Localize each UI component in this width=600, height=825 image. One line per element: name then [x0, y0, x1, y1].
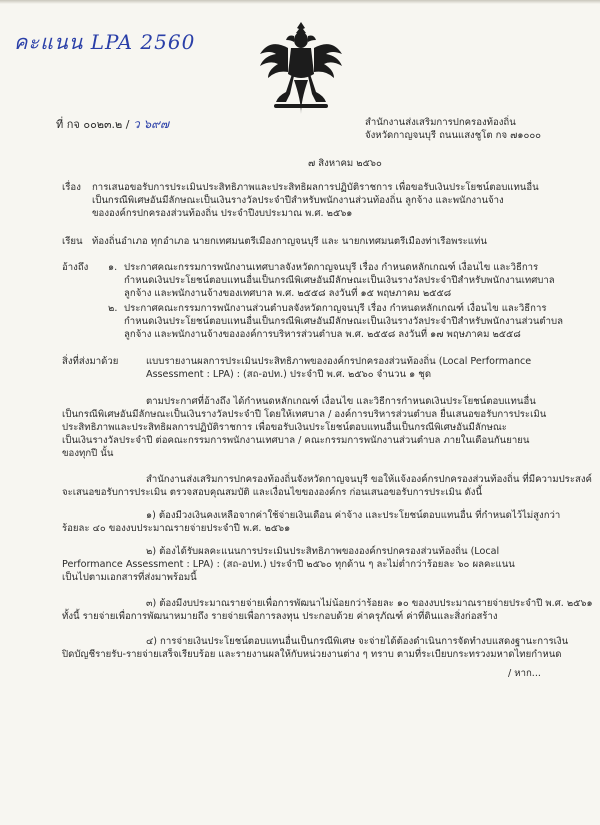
- ref-line: ลูกจ้าง และพนักงานจ้างของเทศบาล พ.ศ. ๒๕๕๘ ลงวันที่ ๑๕ พฤษภาคม ๒๕๕๘: [124, 288, 452, 299]
- condition-line: Performance Assessment : LPA) : (สถ-อปท.) ประจำปี ๒๕๖๐ ทุกด้าน ๆ ละไม่ต่ำกว่าร้อยละ ๖๐ ผลคะแนน: [62, 559, 515, 570]
- ref-line: ลูกจ้าง และพนักงานจ้างขององค์การบริหารส่วนตำบล พ.ศ. ๒๕๕๘ ลงวันที่ ๑๗ พฤษภาคม ๒๕๕๘: [124, 329, 521, 340]
- reference-number: [56, 118, 169, 132]
- condition-line: ทั้งนี้ รายจ่ายเพื่อการพัฒนาหมายถึง รายจ่ายเพื่อการลงทุน ประกอบด้วย ค่าครุภัณฑ์ ค่าที่ดินและสิ่งก่อสร้าง: [62, 611, 498, 622]
- to-label: เรียน: [62, 236, 83, 247]
- office-line-2: จังหวัดกาญจนบุรี ถนนแสงชูโต กจ ๗๑๐๐๐: [365, 130, 542, 141]
- subject-label: เรื่อง: [62, 182, 81, 193]
- attach-line: Assessment : LPA) : (สถ-อปท.) ประจำปี พ.ศ. ๒๕๖๐ จำนวน ๑ ชุด: [146, 369, 432, 380]
- reference-prefix: ที่ กจ ๐๐๒๓.๒ /: [56, 118, 130, 131]
- body-line: ตามประกาศที่อ้างถึง ได้กำหนดหลักเกณฑ์ เงื่อนไข และวิธีการกำหนดเงินประโยชน์ตอบแทนอื่น: [146, 396, 536, 407]
- refs-label: อ้างถึง: [62, 262, 89, 273]
- letter-date: ๗ สิงหาคม ๒๕๖๐: [308, 158, 382, 169]
- body-line: สำนักงานส่งเสริมการปกครองท้องถิ่นจังหวัดกาญจนบุรี ขอให้แจ้งองค์กรปกครองส่วนท้องถิ่น ที่มีความประสงค์: [146, 474, 592, 485]
- continuation-mark: / หาก...: [508, 668, 541, 679]
- condition-line: ๔) การจ่ายเงินประโยชน์ตอบแทนอื่นเป็นกรณีพิเศษ จะจ่ายได้ต้องดำเนินการจัดทำงบแสดงฐานะการเงิน: [146, 636, 569, 647]
- ref-line: กำหนดเงินประโยชน์ตอบแทนอื่นเป็นกรณีพิเศษอันมีลักษณะเป็นเงินรางวัลประจำปีสำหรับพนักงานส่วนตำบล: [124, 316, 564, 327]
- subject-line: การเสนอขอรับการประเมินประสิทธิภาพและประสิทธิผลการปฏิบัติราชการ เพื่อขอรับเงินประโยชน์ตอบแทนอื่น: [92, 182, 539, 193]
- office-line-1: สำนักงานส่งเสริมการปกครองท้องถิ่น: [365, 117, 516, 128]
- body-line: เป็นเงินรางวัลประจำปี ต่อคณะกรรมการพนักงานเทศบาล / คณะกรรมการพนักงานส่วนตำบล ภายในเดือนกันยายน: [62, 435, 530, 446]
- condition-line: ๒) ต้องได้รับผลคะแนนการประเมินประสิทธิภาพขององค์กรปกครองส่วนท้องถิ่น (Local: [146, 546, 500, 557]
- condition-line: ร้อยละ ๔๐ ของงบประมาณรายจ่ายประจำปี พ.ศ. ๒๕๖๑: [62, 523, 291, 534]
- attach-label: สิ่งที่ส่งมาด้วย: [62, 356, 119, 367]
- body-line: ของทุกปี นั้น: [62, 448, 114, 459]
- subject-line: เป็นกรณีพิเศษอันมีลักษณะเป็นเงินรางวัลประจำปีสำหรับพนักงานส่วนท้องถิ่น ลูกจ้าง และพนักงานจ้าง: [92, 195, 504, 206]
- body-line: จะเสนอขอรับการประเมิน ตรวจสอบคุณสมบัติ และเงื่อนไขขององค์กร ก่อนเสนอขอรับการประเมิน ดังนี้: [62, 487, 483, 498]
- condition-line: ๑) ต้องมีวงเงินคงเหลือจากค่าใช้จ่ายเงินเดือน ค่าจ้าง และประโยชน์ตอบแทนอื่น ที่กำหนดไว้ไม่สูงกว่า: [146, 510, 561, 521]
- condition-line: เป็นไปตามเอกสารที่ส่งมาพร้อมนี้: [62, 572, 197, 583]
- garuda-emblem-icon: [258, 18, 344, 118]
- ref-line: ประกาศคณะกรรมการพนักงานเทศบาลจังหวัดกาญจนบุรี เรื่อง กำหนดหลักเกณฑ์ เงื่อนไข และวิธีการ: [124, 262, 539, 273]
- subject-line: ขององค์กรปกครองส่วนท้องถิ่น ประจำปีงบประมาณ พ.ศ. ๒๕๖๑: [92, 208, 353, 219]
- scan-edge: [0, 0, 600, 4]
- condition-line: ปิดบัญชีรายรับ-รายจ่ายเสร็จเรียบร้อย และรายงานผลให้กับหน่วยงานต่าง ๆ ทราบ ตามที่ระเบียบกระทรวงมหาดไทยกำหนด: [62, 649, 562, 660]
- ref-line: ประกาศคณะกรรมการพนักงานส่วนตำบลจังหวัดกาญจนบุรี เรื่อง กำหนดหลักเกณฑ์ เงื่อนไข และวิธีการ: [124, 303, 547, 314]
- ref-number: ๑.: [108, 262, 118, 273]
- attach-line: แบบรายงานผลการประเมินประสิทธิภาพขององค์กรปกครองส่วนท้องถิ่น (Local Performance: [146, 356, 532, 367]
- ref-number: ๒.: [108, 303, 118, 314]
- to-text: ท้องถิ่นอำเภอ ทุกอำเภอ นายกเทศมนตรีเมืองกาญจนบุรี และ นายกเทศมนตรีเมืองท่าเรือพระแท่น: [92, 236, 487, 247]
- reference-handwritten: ว ๖๙๗: [133, 117, 169, 131]
- body-line: เป็นกรณีพิเศษอันมีลักษณะเป็นเงินรางวัลประจำปี โดยให้เทศบาล / องค์การบริหารส่วนตำบล ยื่นเสนอขอรับการประเมิน: [62, 409, 547, 420]
- body-line: ประสิทธิภาพและประสิทธิผลการปฏิบัติราชการ เพื่อขอรับเงินประโยชน์ตอบแทนอื่นเป็นกรณีพิเศษอันมีลักษณะ: [62, 422, 507, 433]
- condition-line: ๓) ต้องมีงบประมาณรายจ่ายเพื่อการพัฒนาไม่น้อยกว่าร้อยละ ๑๐ ของงบประมาณรายจ่ายประจำปี พ.ศ. ๒๕๖๑: [146, 598, 593, 609]
- handwritten-score-note: คะแนน LPA 2560: [14, 30, 196, 54]
- ref-line: กำหนดเงินประโยชน์ตอบแทนอื่นเป็นกรณีพิเศษอันมีลักษณะเป็นเงินรางวัลประจำปีสำหรับพนักงานเทศบาล: [124, 275, 555, 286]
